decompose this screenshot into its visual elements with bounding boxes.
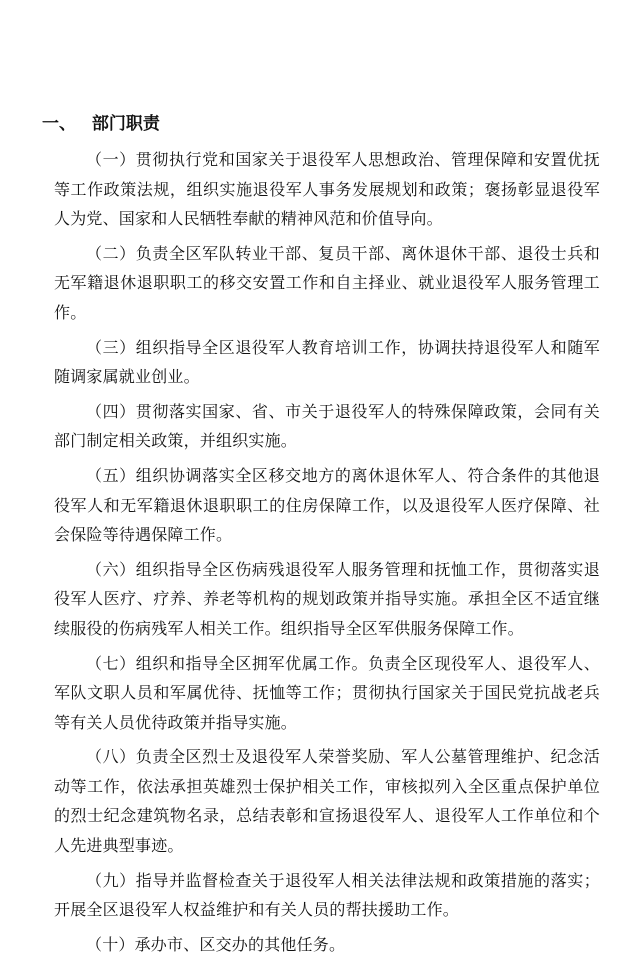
section-number: 一、 (42, 114, 76, 134)
duty-paragraph-10: （十）承办市、区交办的其他任务。 (86, 934, 346, 954)
section-heading (42, 112, 160, 136)
duties-list (54, 145, 600, 964)
duty-paragraph-6: （六）组织指导全区伤病残退役军人服务管理和抚恤工作，贯彻落实退役军人医疗、疗养、养老等机构的规划政策并指导实施。承担全区不适宜继续服役的伤病残军人相关工作。组织指导全区军供服务保障工作。 (54, 559, 600, 638)
section-title: 部门职责 (91, 114, 160, 134)
duty-paragraph-9: （九）指导并监督检查关于退役军人相关法律法规和政策措施的落实；开展全区退役军人权益维护和有关人员的帮扶援助工作。 (54, 870, 600, 920)
duty-paragraph-8: （八）负责全区烈士及退役军人荣誉奖励、军人公墓管理维护、纪念活动等工作，依法承担英雄烈士保护相关工作，审核拟列入全区重点保护单位的烈士纪念建筑物名录，总结表彰和宣扬退役军人、退役军人工作单位和个人先进典型事迹。 (54, 747, 600, 856)
duty-paragraph-7: （七）组织和指导全区拥军优属工作。负责全区现役军人、退役军人、军队文职人员和军属优待、抚恤等工作；贯彻执行国家关于国民党抗战老兵等有关人员优待政策并指导实施。 (54, 653, 600, 732)
duty-paragraph-3: （三）组织指导全区退役军人教育培训工作，协调扶持退役军人和随军随调家属就业创业。 (54, 337, 600, 387)
duty-paragraph-4: （四）贯彻落实国家、省、市关于退役军人的特殊保障政策，会同有关部门制定相关政策，并组织实施。 (54, 401, 600, 451)
duty-paragraph-5: （五）组织协调落实全区移交地方的离休退休军人、符合条件的其他退役军人和无军籍退休退职职工的住房保障工作，以及退役军人医疗保障、社会保险等待遇保障工作。 (54, 465, 600, 545)
duty-paragraph-2: （二）负责全区军队转业干部、复员干部、离休退休干部、退役士兵和无军籍退休退职职工的移交安置工作和自主择业、就业退役军人服务管理工作。 (54, 243, 600, 322)
duty-paragraph-1: （一）贯彻执行党和国家关于退役军人思想政治、管理保障和安置优抚等工作政策法规，组织实施退役军人事务发展规划和政策；褒扬彰显退役军人为党、国家和人民牺牲奉献的精神风范和价值导向。 (54, 150, 600, 229)
